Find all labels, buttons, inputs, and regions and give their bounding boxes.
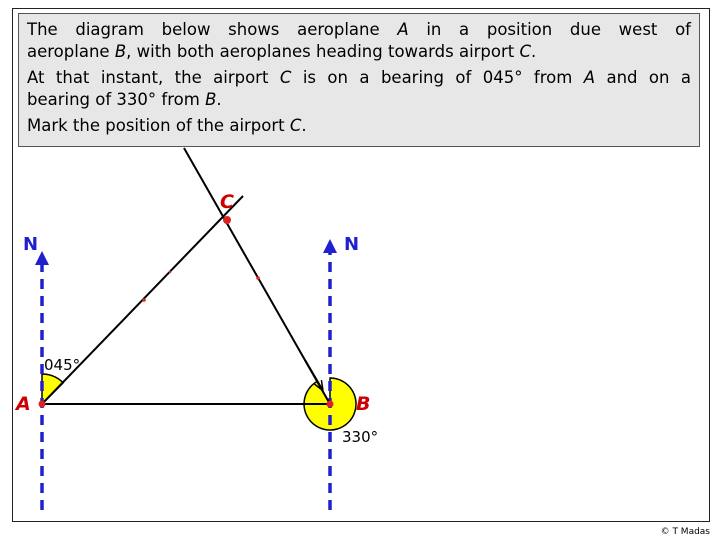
label-c: C bbox=[220, 191, 234, 213]
credit-text: © T Madas bbox=[660, 527, 710, 537]
bearing-label-b: 330° bbox=[342, 428, 379, 446]
label-a: A bbox=[16, 393, 31, 415]
question-line-4: bearing of 330° from B. bbox=[27, 90, 222, 109]
construction-mark bbox=[142, 298, 146, 302]
north-label-a: N bbox=[23, 234, 39, 255]
north-label-b: N bbox=[344, 234, 360, 255]
question-line-5: Mark the position of the airport C. bbox=[27, 116, 307, 135]
construction-mark bbox=[169, 271, 171, 273]
point-c bbox=[223, 216, 231, 224]
question-box bbox=[18, 13, 700, 147]
point-a bbox=[39, 401, 46, 408]
bearing-label-a: 045° bbox=[44, 356, 81, 374]
question-line-1: The diagram below shows aeroplane A in a position due west of bbox=[27, 20, 691, 39]
point-b bbox=[327, 401, 334, 408]
construction-mark bbox=[256, 276, 260, 280]
label-b: B bbox=[356, 393, 371, 415]
question-line-2: aeroplane B, with both aeroplanes heading towards airport C. bbox=[27, 42, 537, 61]
question-line-3: At that instant, the airport C is on a bearing of 045° from A and on a bbox=[27, 68, 692, 87]
